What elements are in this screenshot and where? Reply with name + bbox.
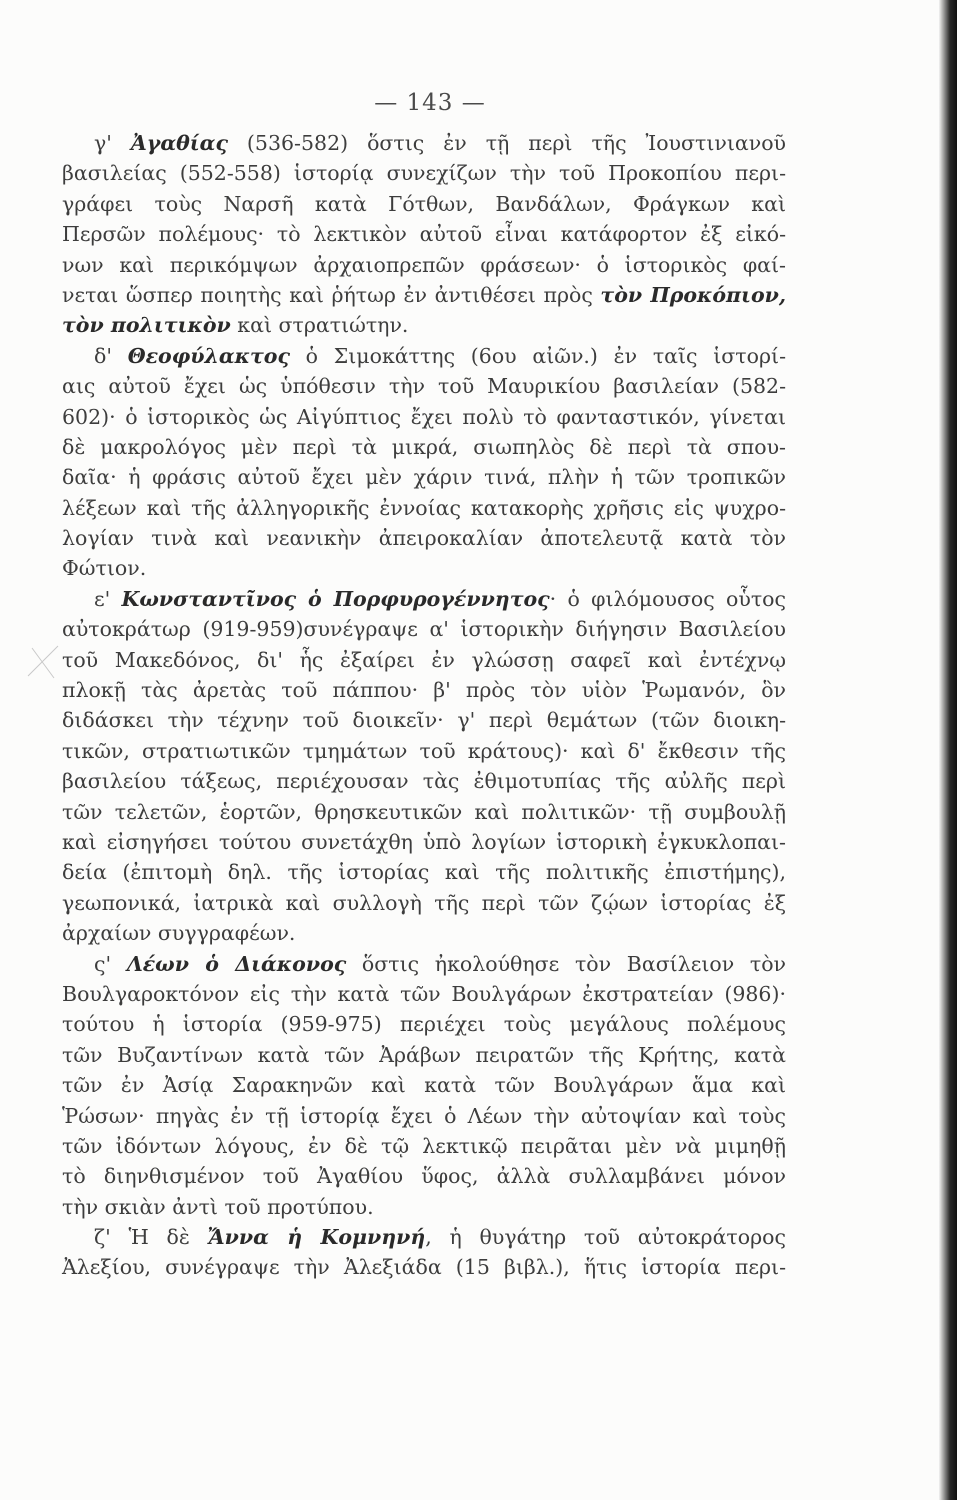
text-line	[62, 371, 786, 401]
bold-name: Λέων ὁ Διάκονος	[126, 951, 347, 976]
page-edge	[939, 0, 957, 1500]
text-line	[62, 402, 786, 432]
bold-name: τὸν Προκόπιον,	[600, 282, 787, 307]
text-segment: αις αὐτοῦ ἔχει ὡς ὑπόθεσιν τὴν τοῦ Μαυρικίου βασιλείαν (582-	[62, 374, 786, 399]
text-segment: διδάσκει τὴν τέχνην τοῦ διοικεῖν· γ' περὶ θεμάτων (τῶν διοικη-	[62, 708, 786, 733]
text-segment: ς'	[94, 951, 127, 976]
text-line	[62, 797, 786, 827]
text-line	[62, 979, 786, 1009]
text-segment: · ὁ φιλόμουσος οὗτος	[549, 586, 787, 611]
text-segment: ὅστις ἠκολούθησε τὸν Βασίλειον τὸν	[346, 951, 787, 976]
text-segment: Ἀλεξίου, συνέγραψε τὴν Ἀλεξιάδα (15 βιβλ.), ἥτις ἱστορία περι-	[62, 1255, 786, 1280]
text-segment: λέξεων καὶ τῆς ἀλληγορικῆς ἐννοίας κατακορὴς χρῆσις εἰς ψυχρο-	[62, 495, 786, 520]
text-line	[62, 766, 786, 796]
text-line	[62, 888, 786, 918]
text-segment: τούτου ἡ ἱστορία (959-975) περιέχει τοὺς μεγάλους πολέμους	[62, 1012, 786, 1037]
text-segment: , ἡ θυγάτηρ τοῦ αὐτοκράτορος	[425, 1225, 786, 1250]
pencil-mark-icon	[24, 640, 64, 684]
text-segment: νεται ὥσπερ ποιητὴς καὶ ῥήτωρ ἐν ἀντιθέσει πρὸς	[62, 282, 601, 307]
text-segment: τῶν ἰδόντων λόγους, ἐν δὲ τῷ λεκτικῷ πειρᾶται μὲν νὰ μιμηθῇ	[62, 1133, 786, 1158]
text-segment: δαῖα· ἡ φράσις αὐτοῦ ἔχει μὲν χάριν τινά, πλὴν ἡ τῶν τροπικῶν	[62, 465, 786, 490]
text-segment: ζ' Ἡ δὲ	[94, 1225, 208, 1250]
text-line	[62, 280, 786, 310]
bold-name: Θεοφύλακτος	[127, 343, 290, 368]
text-line	[62, 827, 786, 857]
text-segment: 602)· ὁ ἱστορικὸς ὡς Αἰγύπτιος ἔχει πολὺ τὸ φανταστικόν, γίνεται	[62, 404, 786, 429]
text-segment: τῶν Βυζαντίνων κατὰ τῶν Ἀράβων πειρατῶν τῆς Κρήτης, κατὰ	[62, 1042, 786, 1067]
text-segment: ε'	[94, 586, 122, 611]
text-line	[62, 675, 786, 705]
text-line	[62, 705, 786, 735]
text-line	[62, 1161, 786, 1191]
text-line	[62, 341, 786, 371]
text-segment: γεωπονικά, ἰατρικὰ καὶ συλλογὴ τῆς περὶ τῶν ζῴων ἱστορίας ἐξ	[62, 890, 786, 915]
text-segment: ὁ Σιμοκάττης (6ου αἰῶν.) ἐν ταῖς ἱστορί-	[289, 343, 787, 368]
text-segment: βασιλείας (552-558) ἱστορίᾳ συνεχίζων τὴν τοῦ Προκοπίου περι-	[62, 161, 786, 186]
text-line	[62, 158, 786, 188]
text-segment: λογίαν τινὰ καὶ νεανικὴν ἀπειροκαλίαν ἀποτελευτᾷ κατὰ τὸν	[62, 526, 786, 551]
text-line	[62, 614, 786, 644]
text-segment: ἀρχαίων συγγραφέων.	[62, 921, 296, 946]
text-line	[62, 645, 786, 675]
text-line	[62, 219, 786, 249]
text-line	[62, 1222, 786, 1252]
text-segment: τὸ διηνθισμένον τοῦ Ἀγαθίου ὕφος, ἀλλὰ συλλαμβάνει μόνον	[62, 1164, 786, 1189]
text-segment: δ'	[94, 343, 128, 368]
text-segment: πλοκῇ τὰς ἀρετὰς τοῦ πάππου· β' πρὸς τὸν υἱὸν Ῥωμανόν, ὃν	[62, 678, 786, 703]
text-line	[62, 584, 786, 614]
text-segment: δεία (ἐπιτομὴ δηλ. τῆς ἱστορίας καὶ τῆς πολιτικῆς ἐπιστήμης),	[62, 860, 786, 885]
text-segment: (536-582) ὅστις ἐν τῇ περὶ τῆς Ἰουστινιανοῦ	[227, 131, 786, 155]
text-line	[62, 918, 786, 948]
text-segment: νων καὶ περικόμψων ἀρχαιοπρεπῶν φράσεων· ὁ ἱστορικὸς φαί-	[62, 252, 786, 277]
text-segment: τῶν ἐν Ἀσίᾳ Σαρακηνῶν καὶ κατὰ τῶν Βουλγάρων ἅμα καὶ	[62, 1073, 786, 1098]
text-segment: γ'	[94, 131, 131, 155]
page-number: — 143 —	[374, 90, 486, 116]
text-line	[62, 310, 786, 340]
text-segment: τοῦ Μακεδόνος, δι' ἧς ἐξαίρει ἐν γλώσσῃ σαφεῖ καὶ ἐντέχνῳ	[62, 647, 786, 672]
text-line	[62, 462, 786, 492]
text-line	[62, 1252, 786, 1282]
text-line	[62, 553, 786, 583]
bold-name: τὸν πολιτικὸν	[62, 313, 231, 338]
text-line	[62, 949, 786, 979]
text-line	[62, 493, 786, 523]
text-line	[62, 736, 786, 766]
text-segment: καὶ στρατιώτην.	[230, 313, 409, 338]
text-segment: Βουλγαροκτόνον εἰς τὴν κατὰ τῶν Βουλγάρων ἐκστρατείαν (986)·	[62, 981, 786, 1006]
text-line	[62, 1040, 786, 1070]
text-line	[62, 857, 786, 887]
text-line	[62, 1131, 786, 1161]
text-line	[62, 250, 786, 280]
body-text	[62, 128, 786, 1283]
text-line	[62, 1070, 786, 1100]
text-segment: αὐτοκράτωρ (919-959)συνέγραψε α' ἱστορικὴν διήγησιν Βασιλείου	[62, 617, 786, 642]
text-line	[62, 523, 786, 553]
text-line	[62, 1192, 786, 1222]
bold-name: Ἄννα ἡ Κομνηνή	[207, 1225, 426, 1250]
text-segment: βασιλείου τάξεως, περιέχουσαν τὰς ἐθιμοτυπίας τῆς αὐλῆς περὶ	[62, 769, 786, 794]
text-line	[62, 1101, 786, 1131]
text-segment: τὴν σκιὰν ἀντὶ τοῦ προτύπου.	[62, 1194, 374, 1219]
bold-name: Κωνσταντῖνος ὁ Πορφυρογέννητος	[121, 586, 550, 611]
text-line	[62, 1009, 786, 1039]
text-segment: καὶ εἰσηγήσει τούτου συνετάχθη ὑπὸ λογίων ἱστορικὴ ἐγκυκλοπαι-	[62, 829, 786, 854]
text-segment: γράφει τοὺς Ναρσῆ κατὰ Γότθων, Βανδάλων, Φράγκων καὶ	[62, 191, 786, 216]
text-segment: δὲ μακρολόγος μὲν περὶ τὰ μικρά, σιωπηλὸς δὲ περὶ τὰ σπου-	[62, 434, 786, 459]
text-line	[62, 189, 786, 219]
text-segment: Περσῶν πολέμους· τὸ λεκτικὸν αὐτοῦ εἶναι κατάφορτον ἐξ εἰκό-	[62, 222, 786, 247]
text-segment: Ῥώσων· πηγὰς ἐν τῇ ἱστορίᾳ ἔχει ὁ Λέων τὴν αὐτοψίαν καὶ τοὺς	[62, 1103, 786, 1128]
text-segment: τικῶν, στρατιωτικῶν τμημάτων τοῦ κράτους)· καὶ δ' ἔκθεσιν τῆς	[62, 738, 786, 763]
text-line	[62, 128, 786, 158]
text-line	[62, 432, 786, 462]
text-segment: Φώτιον.	[62, 556, 147, 581]
bold-name: Ἀγαθίας	[130, 131, 228, 155]
text-segment: τῶν τελετῶν, ἑορτῶν, θρησκευτικῶν καὶ πολιτικῶν· τῇ συμβουλῇ	[62, 799, 786, 824]
